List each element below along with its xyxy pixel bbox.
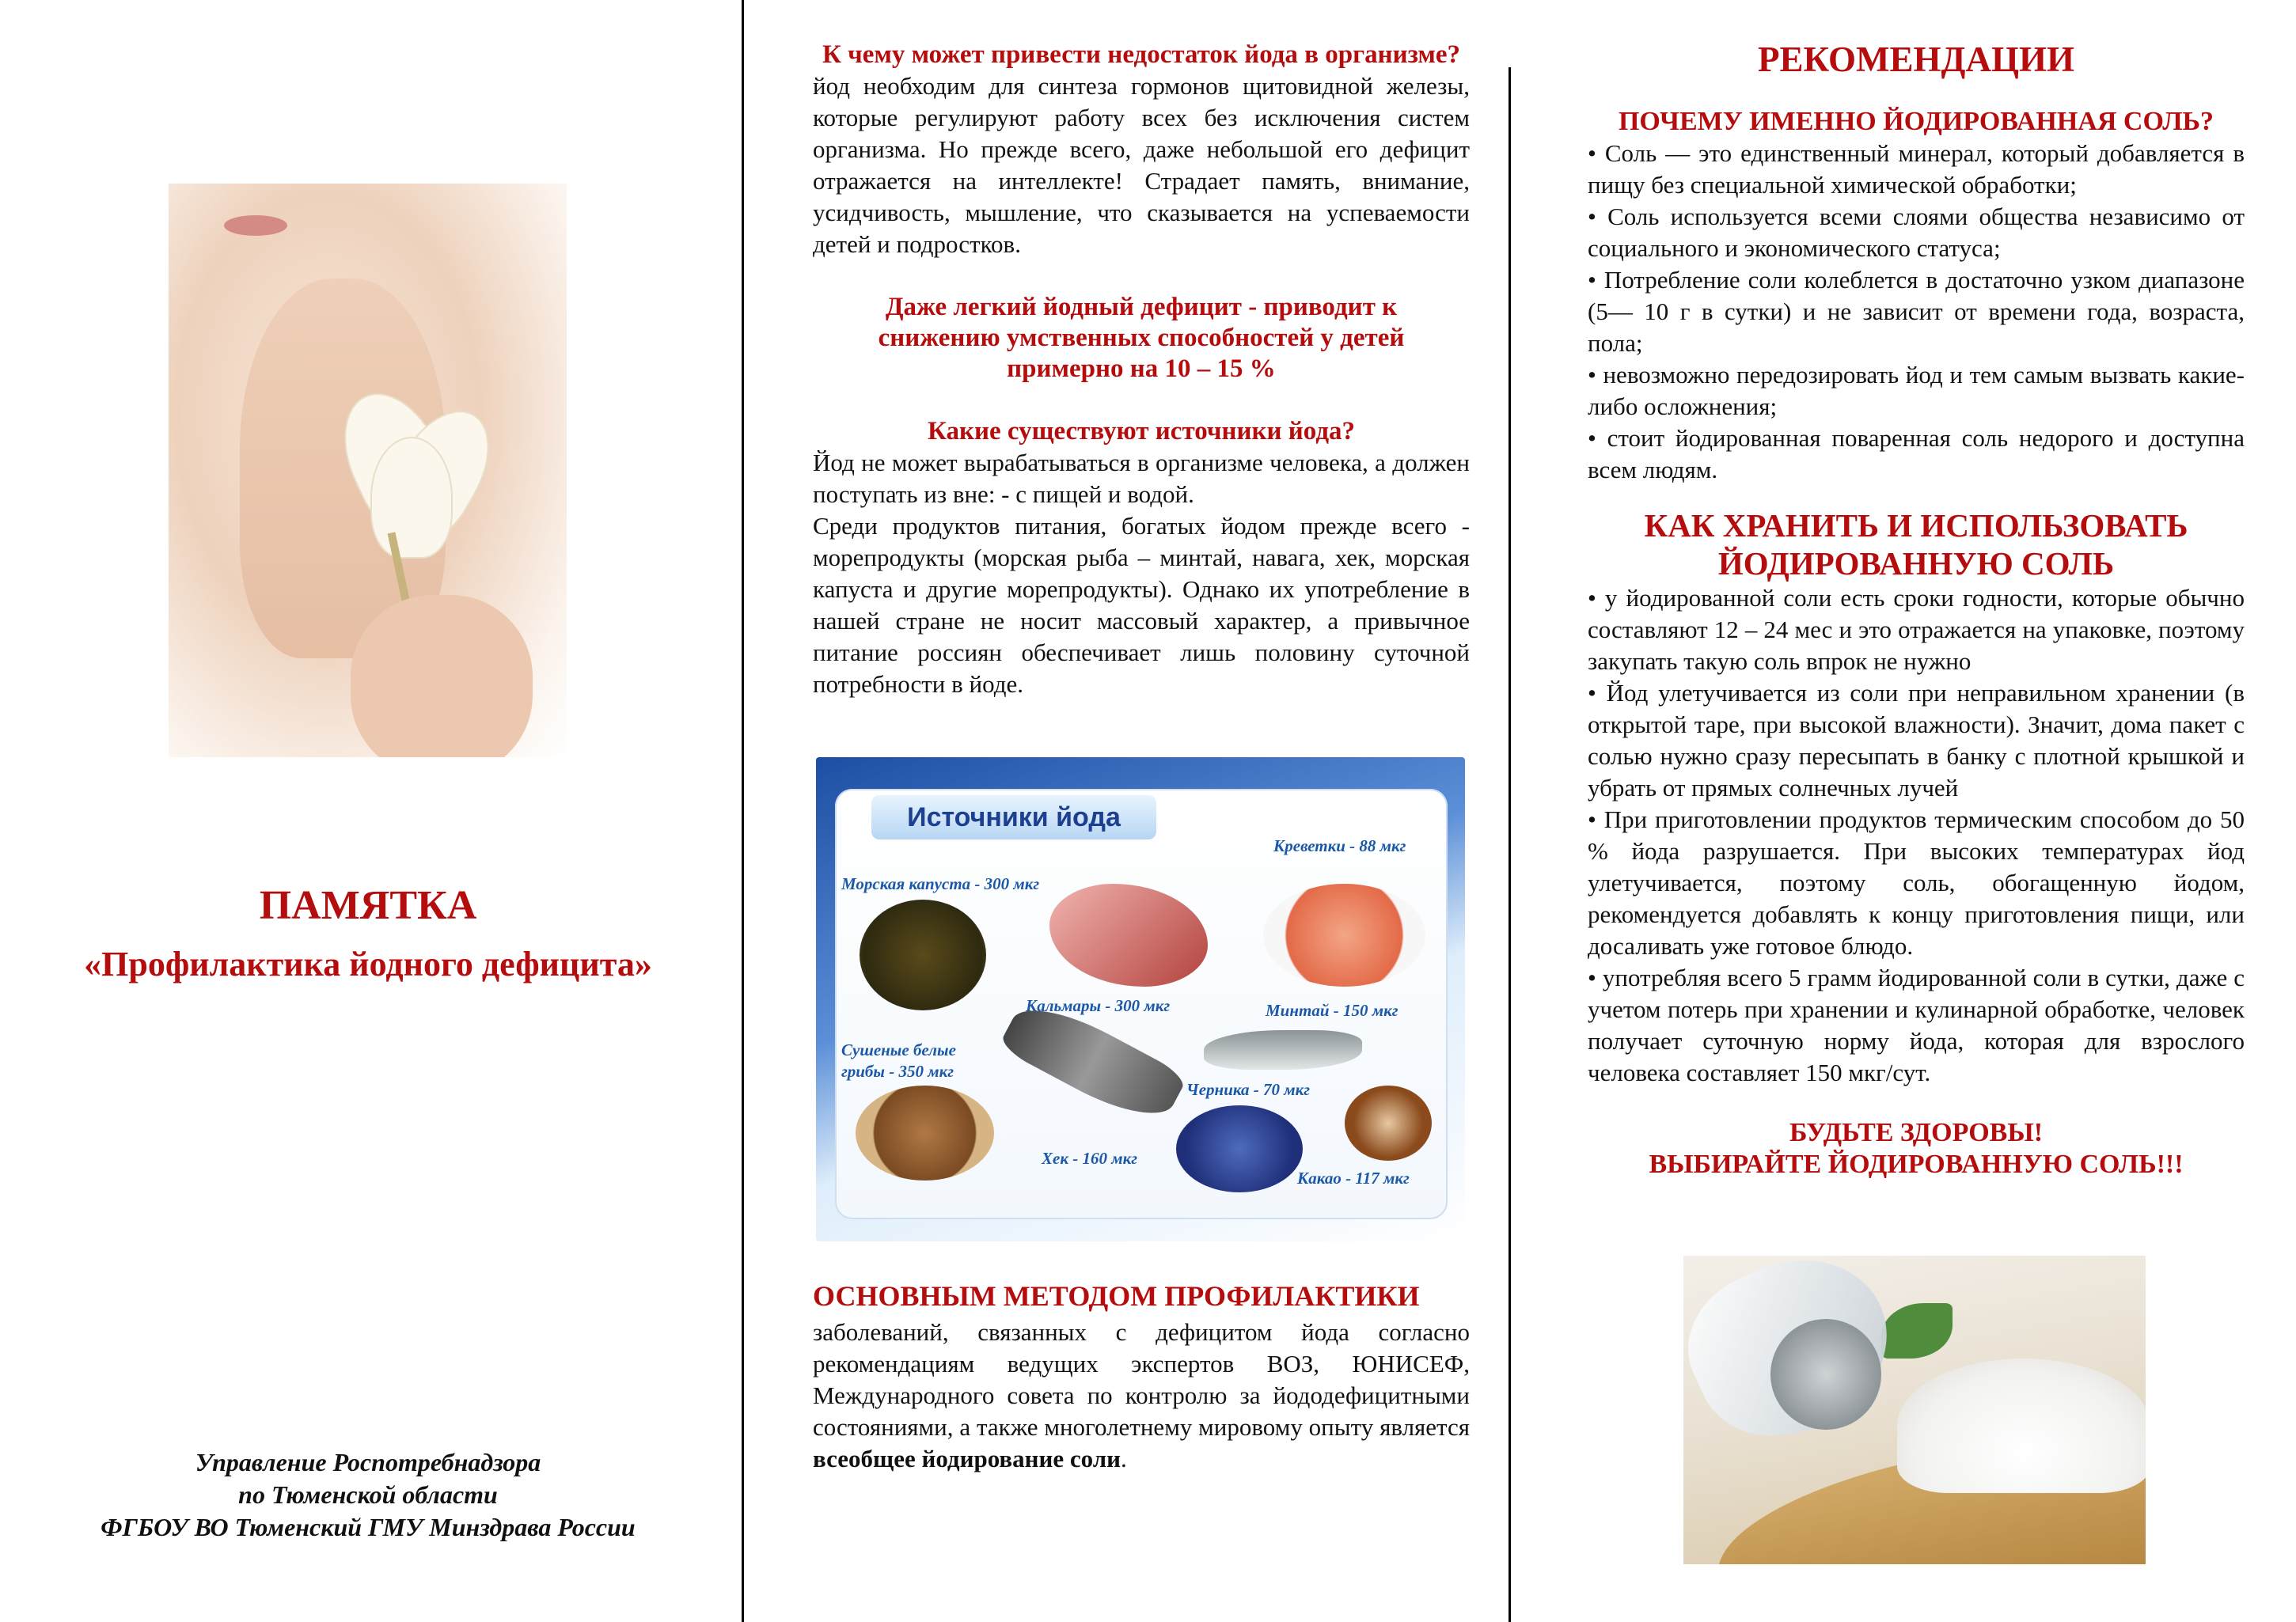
prophylaxis-text [813,1317,1470,1475]
source-label: Морская капуста - 300 мкг [841,874,1040,893]
shrimp-image [1263,884,1425,987]
storage-heading: КАК ХРАНИТЬ И ИСПОЛЬЗОВАТЬ ЙОДИРОВАННУЮ СОЛЬ [1644,507,2188,582]
org-line: ФГБОУ ВО Тюменский ГМУ Минздрава России [101,1513,636,1541]
storage-item: • Йод улетучивается из соли при неправильном хранении (в открытой таре, при высокой влажности). Значит, дома пакет с солью нужно сразу пересыпать в банку с плотной крышкой и убрать от прямых солнечных лучей [1588,679,2245,802]
storage-item: • употребляя всего 5 грамм йодированной соли в сутки, даже с учетом потерь при хранении и кулинарной обработке, человек получает суточную норму йода, которая для взрослого человека составляет 150 мкг/сут. [1588,964,2245,1086]
prophylaxis-heading: ОСНОВНЫМ МЕТОДОМ ПРОФИЛАКТИКИ [813,1280,1420,1312]
sources-heading: Какие существуют источники йода? [927,417,1356,445]
storage-item: • у йодированной соли есть сроки годности, которые обычно составляют 12 – 24 мес и это отражается на упаковке, поэтому закупать такую соль впрок не нужно [1588,584,2245,675]
source-label: Хек - 160 мкг [1042,1149,1137,1168]
deficiency-heading: К чему может привести недостаток йода в организме? [822,40,1461,69]
source-label: Креветки - 88 мкг [1273,836,1406,855]
card-title: Источники йода [871,795,1156,839]
cover-column [0,0,736,1622]
pollock-image [1204,1030,1362,1070]
source-label: Сушеные белые [841,1040,956,1059]
prophylaxis-text-start: заболеваний, связанных с дефицитом йода согласно рекомендациям ведущих экспертов ВОЗ, ЮНИСЕФ, Международного совета по контролю за йододефицитными состояниями, а также многолетнему мировому опыту является [813,1318,1470,1441]
column-divider-left [742,0,744,1622]
why-item: • Потребление соли колеблется в достаточно узком диапазоне (5— 10 г в сутки) и не зависит от времени года, возраста, пола; [1588,266,2245,357]
deficiency-text: йод необходим для синтеза гормонов щитовидной железы, которые регулируют работу всех без исключения систем организма. Но прежде всего, даже небольшой его дефицит отражается на интеллекте! Страдает память, внимание, усидчивость, мышление, что сказывается на успеваемости детей и подростков. [813,72,1470,258]
seafood-text: Среди продуктов питания, богатых йодом прежде всего - морепродукты (морская рыба – минтай, навага, хек, морская капуста и другие морепродукты). Однако их употребление в нашей стране не носит массовый характер, а привычное питание россиян обеспечивает лишь половину суточной потребности в йоде. [813,512,1470,698]
prophylaxis-text-end: . [1121,1445,1127,1472]
leaflet-subtitle: «Профилактика йодного дефицита» [84,945,652,983]
sources-text: Йод не может вырабатываться в организме человека, а должен поступать из вне: - с пищей и водой. [813,449,1470,508]
why-item: • невозможно передозировать йод и тем самым вызвать какие-либо осложнения; [1588,361,2245,420]
why-item: • стоит йодированная поваренная соль недорого и доступна всем людям. [1588,424,2245,483]
org-line: по Тюменской области [238,1480,498,1509]
leaflet-title: ПАМЯТКА [259,883,477,928]
salt-shaker-photo [1683,1256,2146,1564]
recommendations-title: РЕКОМЕНДАЦИИ [1758,40,2074,79]
source-label: грибы - 350 мкг [841,1062,954,1081]
organization-block [32,1446,704,1544]
closing-line-2: ВЫБИРАЙТЕ ЙОДИРОВАННУЮ СОЛЬ!!! [1649,1150,2184,1179]
recommendations-column [1588,36,2245,1180]
cocoa-image [1345,1086,1432,1161]
seaweed-image [860,900,986,1010]
prophylaxis-text-bold: всеобщее йодирование соли [813,1445,1121,1472]
org-line: Управление Роспотребнадзора [195,1448,541,1476]
info-column [813,40,1470,700]
deficiency-highlight: Даже легкий йодный дефицит - приводит к снижению умственных способностей у детей примерно на 10 – 15 % [878,293,1405,383]
why-iodized-heading: ПОЧЕМУ ИМЕННО ЙОДИРОВАННАЯ СОЛЬ? [1618,107,2214,136]
why-item: • Соль используется всеми слоями общества независимо от социального и экономического статуса; [1588,203,2245,262]
woman-with-flower-photo [169,184,567,757]
mushroom-image [856,1086,994,1180]
storage-item: • При приготовлении продуктов термическим способом до 50 % йода разрушается. При высоких температурах йод улетучивается, поэтому соль, обогащенную йодом, рекомендуется добавлять к концу приготовления пищи, или досаливать уже готовое блюдо. [1588,805,2245,960]
column-divider-right [1509,67,1511,1622]
source-label: Кальмары - 300 мкг [1026,996,1171,1015]
closing-line-1: БУДЬТЕ ЗДОРОВЫ! [1789,1118,2044,1147]
source-label: Черника - 70 мкг [1186,1080,1311,1099]
why-item: • Соль — это единственный минерал, который добавляется в пищу без специальной химической обработки; [1588,139,2245,199]
iodine-sources-card [816,757,1465,1241]
source-label: Минтай - 150 мкг [1266,1001,1398,1020]
blueberry-image [1176,1105,1303,1192]
source-label: Какао - 117 мкг [1297,1169,1410,1188]
